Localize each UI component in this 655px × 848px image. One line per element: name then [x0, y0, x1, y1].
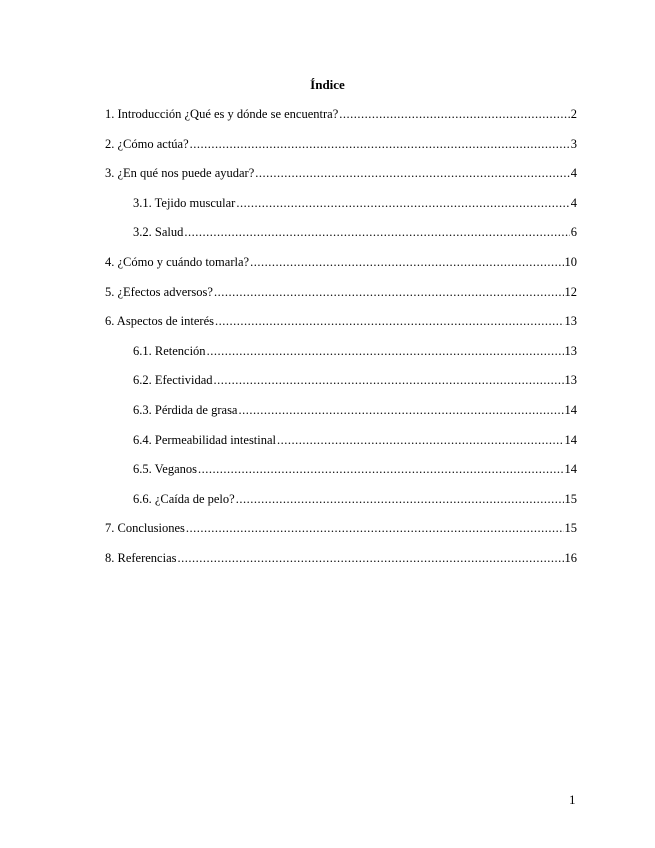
toc-entry-page: 12	[564, 285, 577, 299]
toc-entry-page: 15	[564, 521, 577, 535]
toc-title: Índice	[310, 77, 345, 92]
dot-leader	[238, 402, 563, 418]
toc-entry[interactable]	[105, 136, 577, 152]
toc-entry-page: 14	[564, 433, 577, 447]
toc-entry-label: 4. ¿Cómo y cuándo tomarla?	[105, 255, 250, 269]
toc-entry[interactable]	[133, 195, 577, 211]
toc-entry-label: 6.3. Pérdida de grasa	[133, 403, 238, 417]
toc-entry-page: 13	[564, 373, 577, 387]
toc-entry[interactable]	[133, 224, 577, 240]
toc-entry-page: 14	[564, 462, 577, 476]
dot-leader	[277, 432, 563, 448]
toc-entry-label: 7. Conclusiones	[105, 521, 185, 535]
toc-entry-label: 3. ¿En qué nos puede ayudar?	[105, 166, 255, 180]
dot-leader	[250, 254, 563, 270]
toc-entry-page: 4	[570, 166, 577, 180]
toc-entry[interactable]	[133, 432, 577, 448]
toc-entry[interactable]	[133, 461, 577, 477]
toc-entry[interactable]	[105, 550, 577, 566]
toc-entry-label: 2. ¿Cómo actúa?	[105, 137, 189, 151]
dot-leader	[339, 106, 570, 122]
toc-entry-page: 13	[564, 344, 577, 358]
toc-entry-label: 6.4. Permeabilidad intestinal	[133, 433, 277, 447]
toc-entry[interactable]	[105, 284, 577, 300]
dot-leader	[184, 224, 569, 240]
toc-entry-page: 4	[570, 196, 577, 210]
dot-leader	[198, 461, 563, 477]
dot-leader	[214, 284, 564, 300]
toc-entry[interactable]	[105, 520, 577, 536]
toc-entry-label: 1. Introducción ¿Qué es y dónde se encuentra?	[105, 107, 339, 121]
toc-entry-page: 14	[564, 403, 577, 417]
dot-leader	[214, 372, 564, 388]
toc-entry-label: 3.1. Tejido muscular	[133, 196, 236, 210]
toc-entry[interactable]	[105, 106, 577, 122]
toc-entry-page: 2	[570, 107, 577, 121]
toc-entry-page: 13	[564, 314, 577, 328]
toc-entry[interactable]	[105, 254, 577, 270]
dot-leader	[236, 195, 569, 211]
toc-entry-label: 6.1. Retención	[133, 344, 206, 358]
toc-entry[interactable]	[133, 402, 577, 418]
toc-entry[interactable]	[133, 491, 577, 507]
toc-entry-page: 16	[564, 551, 577, 565]
toc-entry[interactable]	[133, 343, 577, 359]
toc-entry[interactable]	[133, 372, 577, 388]
toc-entry-label: 3.2. Salud	[133, 225, 184, 239]
dot-leader	[190, 136, 570, 152]
dot-leader	[236, 491, 564, 507]
page-number: 1	[569, 792, 576, 807]
toc-entry-label: 6.2. Efectividad	[133, 373, 213, 387]
toc-entry-page: 15	[564, 492, 577, 506]
toc-entry-page: 6	[570, 225, 577, 239]
toc-entry[interactable]	[105, 313, 577, 329]
toc-entry-label: 6. Aspectos de interés	[105, 314, 215, 328]
toc-entry-label: 6.6. ¿Caída de pelo?	[133, 492, 235, 506]
toc-entry-label: 5. ¿Efectos adversos?	[105, 285, 213, 299]
dot-leader	[207, 343, 564, 359]
toc-entry-label: 6.5. Veganos	[133, 462, 198, 476]
toc-entry-page: 10	[564, 255, 577, 269]
dot-leader	[255, 165, 570, 181]
dot-leader	[186, 520, 564, 536]
dot-leader	[178, 550, 564, 566]
dot-leader	[215, 313, 563, 329]
toc-entry-page: 3	[570, 137, 577, 151]
toc-entry[interactable]	[105, 165, 577, 181]
toc-entry-label: 8. Referencias	[105, 551, 177, 565]
